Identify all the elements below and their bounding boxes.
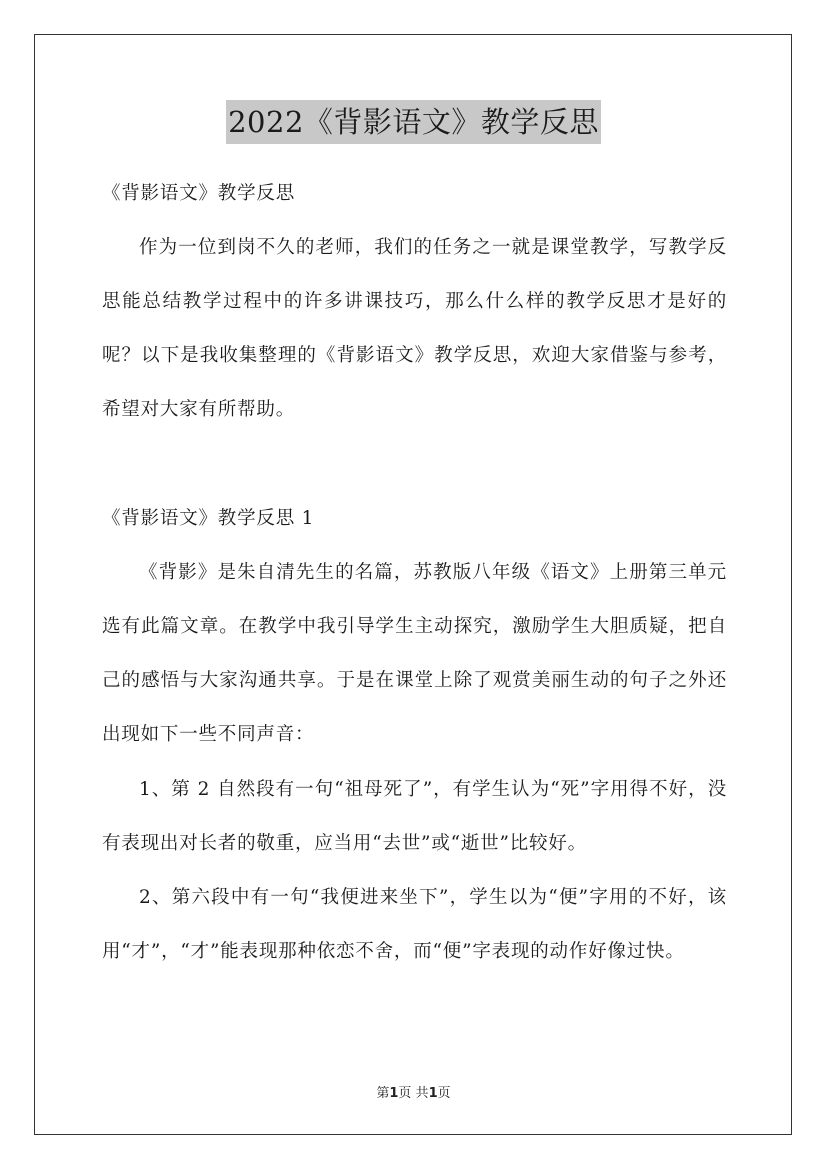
body-paragraph-3: 2、第六段中有一句“我便进来坐下”，学生以为“便”字用的不好，该用“才”，“才”能表现那种依恋不舍，而“便”字表现的动作好像过快。: [102, 887, 727, 962]
body-paragraph-1: 《背影》是朱自清先生的名篇，苏教版八年级《语文》上册第三单元选有此篇文章。在教学中我引导学生主动探究，激励学生大胆质疑，把自己的感悟与大家沟通共享。于是在课堂上除了观赏美丽生动的句子之外还出现如下一些不同声音：: [102, 562, 727, 745]
footer-page-total: 1: [428, 1086, 438, 1101]
body-paragraph-2: 1、第 2 自然段有一句“祖母死了”，有学生认为“死”字用得不好，没有表现出对长者的敬重，应当用“去世”或“逝世”比较好。: [102, 779, 727, 854]
document-title: [0, 100, 827, 144]
footer-page-mid: 页 共: [398, 1086, 429, 1101]
page-footer: [0, 1082, 827, 1101]
document-title-text: 2022《背影语文》教学反思: [226, 100, 601, 144]
footer-page-prefix: 第: [376, 1086, 390, 1101]
intro-paragraph: 作为一位到岗不久的老师，我们的任务之一就是课堂教学，写教学反思能总结教学过程中的许多讲课技巧，那么什么样的教学反思才是好的呢？以下是我收集整理的《背影语文》教学反思，欢迎大家借鉴与参考，希望对大家有所帮助。: [102, 237, 727, 420]
section-heading: 《背影语文》教学反思 1: [102, 508, 315, 529]
document-subtitle: 《背影语文》教学反思: [102, 183, 296, 204]
footer-page-suffix: 页: [437, 1086, 451, 1101]
footer-page-current: 1: [389, 1086, 399, 1101]
